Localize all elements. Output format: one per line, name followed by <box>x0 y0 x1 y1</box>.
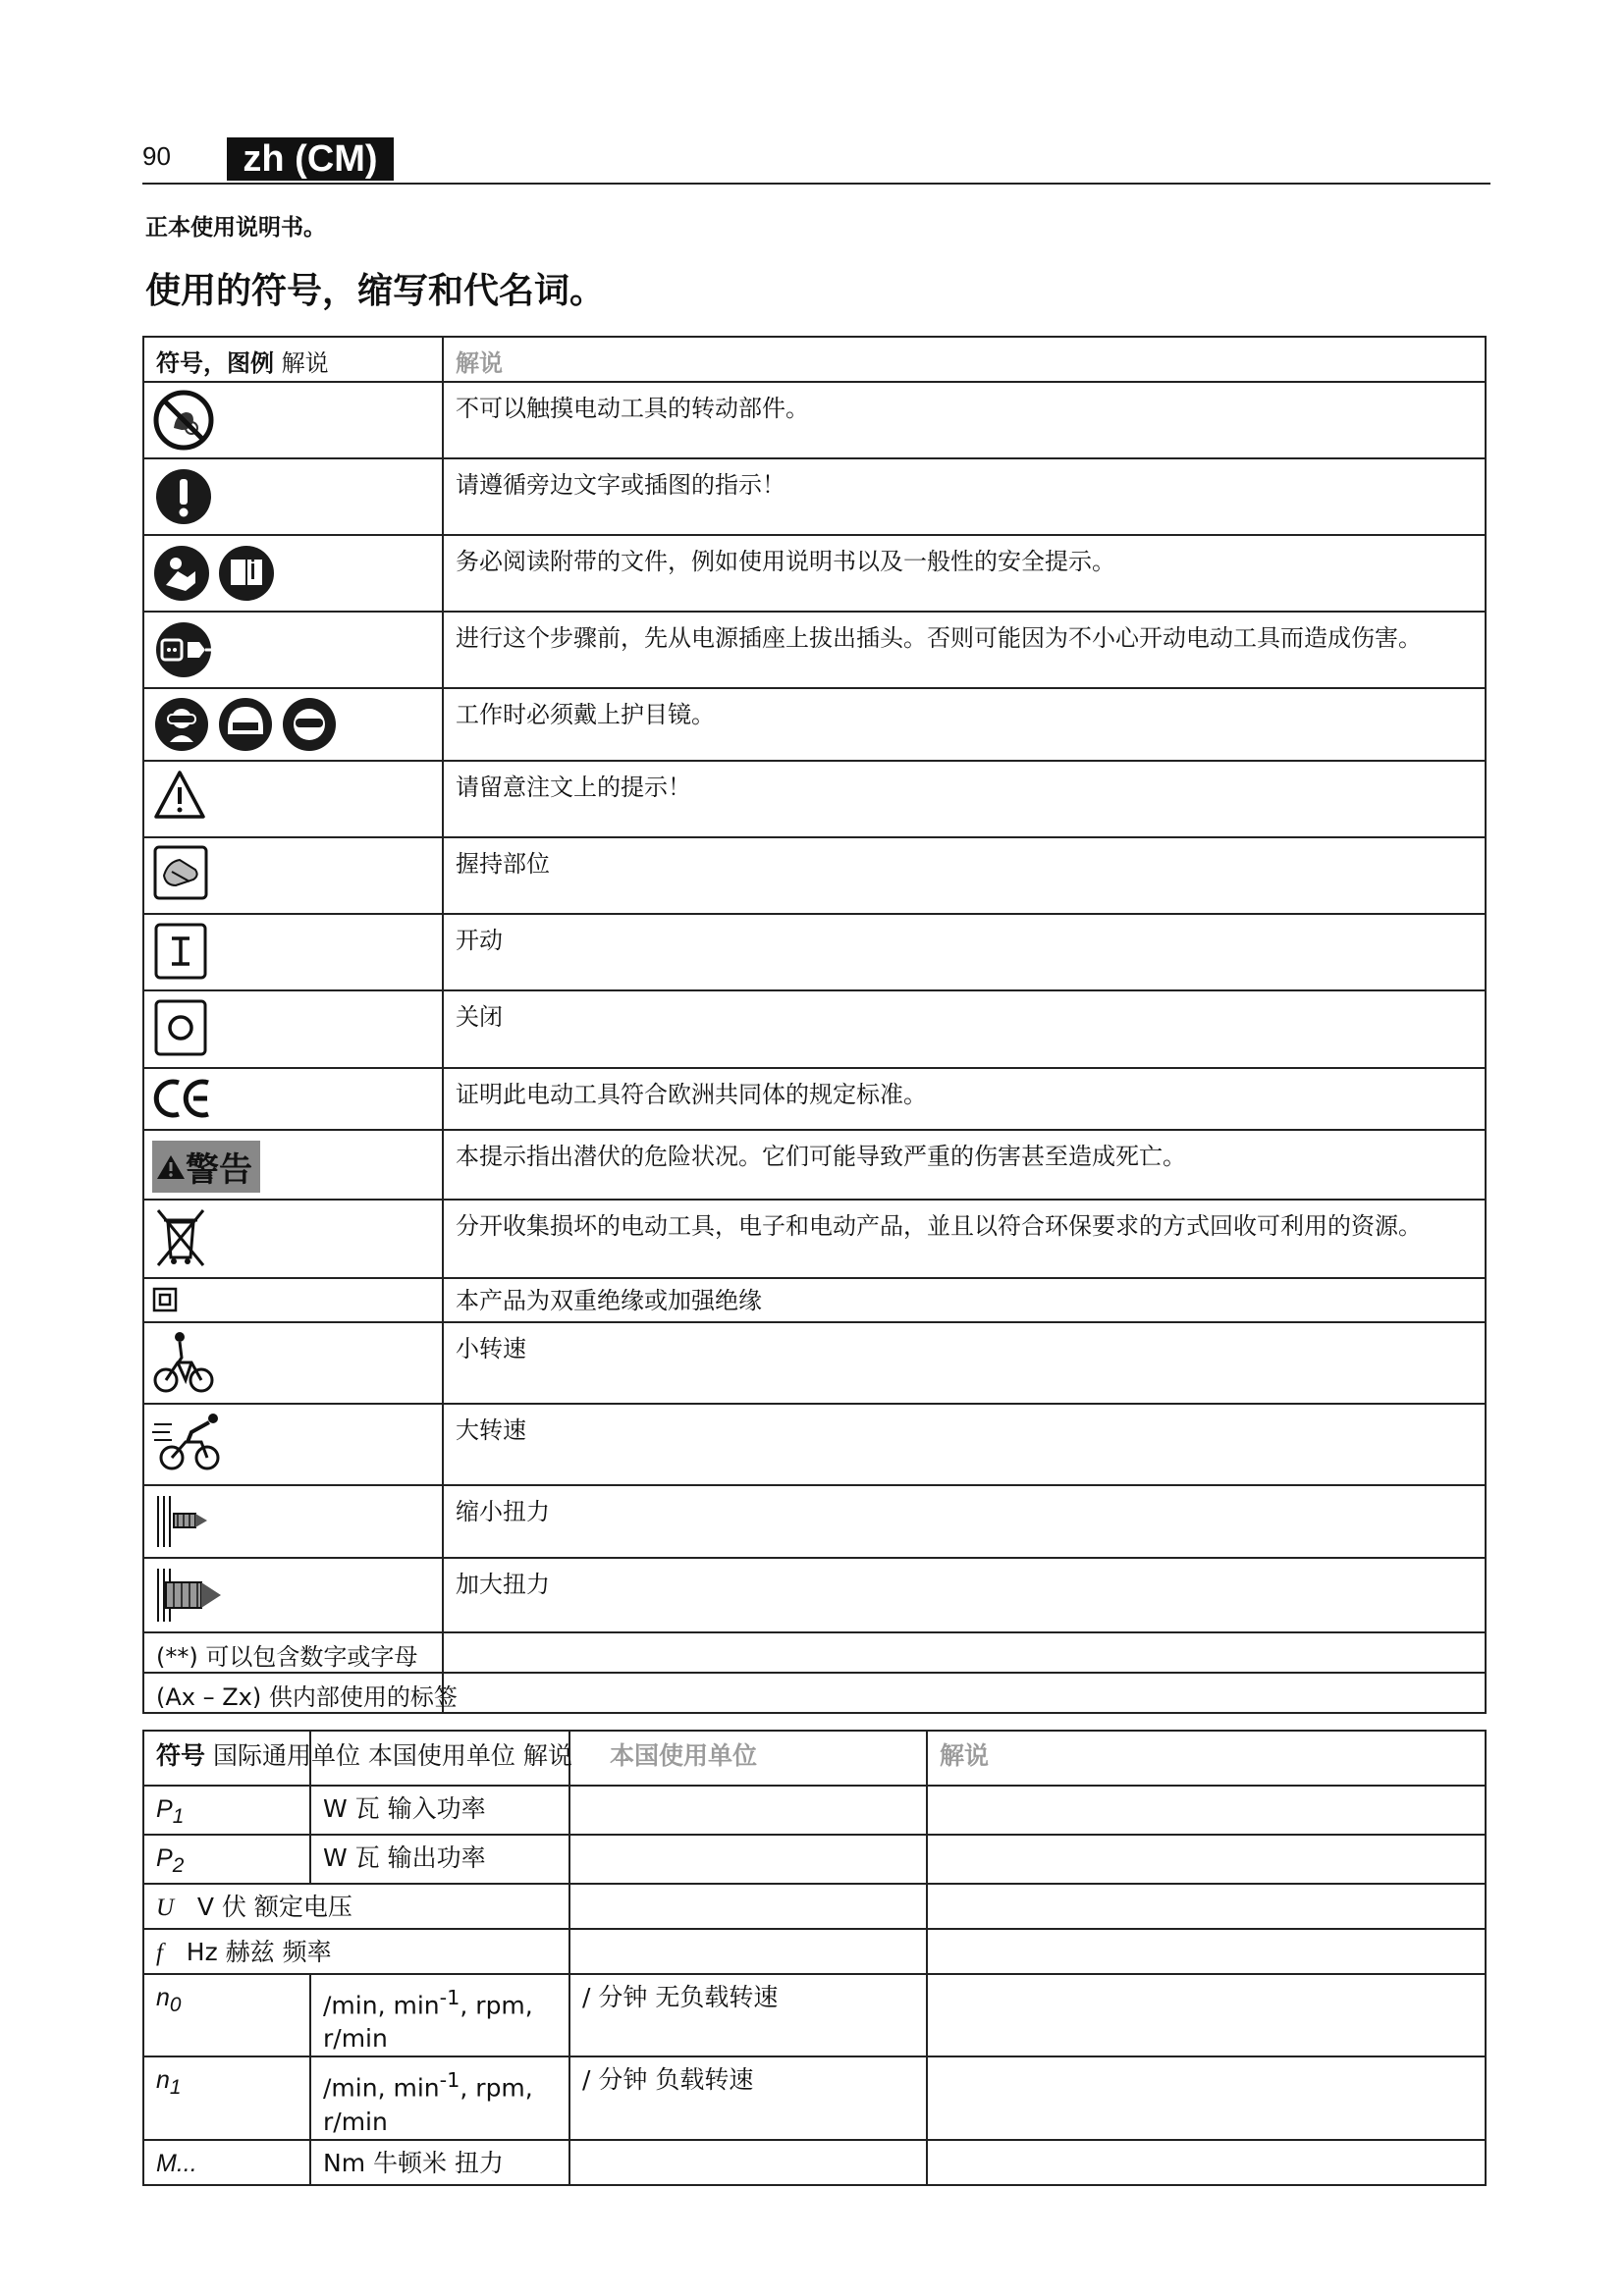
row-text: 小转速 <box>443 1322 1486 1404</box>
unit-value: W 瓦 输入功率 <box>310 1786 569 1835</box>
table-row <box>143 1558 1486 1632</box>
empty-cell <box>569 2140 927 2185</box>
table-row <box>143 1404 1486 1485</box>
table-row <box>143 1130 1486 1200</box>
unit-symbol: $P_2$ <box>143 1835 310 1884</box>
table-row <box>143 990 1486 1068</box>
empty-cell <box>927 1884 1486 1929</box>
table-row <box>143 837 1486 914</box>
empty-cell <box>927 1835 1486 1884</box>
slow-speed-bicycle-icon <box>143 1322 443 1404</box>
table-row <box>143 612 1486 688</box>
switch-off-icon <box>143 990 443 1068</box>
row-text: 本产品为双重绝缘或加强绝缘 <box>443 1278 1486 1322</box>
empty-cell <box>927 2056 1486 2139</box>
empty-cell <box>443 1632 1486 1673</box>
row-text: 请留意注文上的提示！ <box>443 761 1486 837</box>
large-torque-screw-icon <box>143 1558 443 1632</box>
warning-triangle-icon <box>143 761 443 837</box>
row-text: 大转速 <box>443 1404 1486 1485</box>
unit-symbol: $n_1$ <box>143 2056 310 2139</box>
unit-value: /min, $\min^{-1}$, rpm, r/min <box>310 1974 569 2056</box>
symbols-table-header <box>143 337 1486 382</box>
table-row <box>143 1929 1486 1974</box>
no-touch-rotating-parts-icon <box>143 382 443 458</box>
small-torque-screw-icon <box>143 1485 443 1558</box>
explanation-header: 解说 <box>443 337 1486 382</box>
table-row <box>143 2056 1486 2139</box>
row-text: 请遵循旁边文字或插图的指示！ <box>443 458 1486 535</box>
ce-mark-icon <box>143 1068 443 1130</box>
note-1: (**) 可以包含数字或字母 <box>143 1632 443 1673</box>
warning-label-text: 警告 <box>186 1150 252 1190</box>
row-text: 握持部位 <box>443 837 1486 914</box>
fast-speed-bicycle-icon <box>143 1404 443 1485</box>
table-row <box>143 1974 1486 2056</box>
unit-span-cell: f Hz 赫兹 频率 <box>143 1929 569 1974</box>
warning-label-icon <box>143 1130 443 1200</box>
table-row <box>143 1068 1486 1130</box>
unplug-icon <box>143 612 443 688</box>
unit-national: / 分钟 无负载转速 <box>569 1974 927 2056</box>
row-text: 本提示指出潜伏的危险状况。它们可能导致严重的伤害甚至造成死亡。 <box>443 1130 1486 1200</box>
units-table <box>142 1730 1487 2186</box>
table-row <box>143 1200 1486 1278</box>
page-header <box>142 137 1490 185</box>
table-row <box>143 761 1486 837</box>
table-row <box>143 914 1486 990</box>
empty-cell <box>927 1929 1486 1974</box>
table-row <box>143 1835 1486 1884</box>
empty-cell <box>927 1786 1486 1835</box>
unit-value: W 瓦 输出功率 <box>310 1835 569 1884</box>
table-row <box>143 1485 1486 1558</box>
row-text: 进行这个步骤前，先从电源插座上拔出插头。否则可能因为不小心开动电动工具而造成伤害。 <box>443 612 1486 688</box>
page-number: 90 <box>142 141 171 171</box>
mandatory-action-icon <box>143 458 443 535</box>
grip-area-icon <box>143 837 443 914</box>
row-text: 证明此电动工具符合欧洲共同体的规定标准。 <box>443 1068 1486 1130</box>
empty-cell <box>569 1786 927 1835</box>
row-text: 不可以触摸电动工具的转动部件。 <box>443 382 1486 458</box>
row-text: 缩小扭力 <box>443 1485 1486 1558</box>
page-title: 使用的符号，缩写和代名词。 <box>145 271 606 311</box>
table-row <box>143 2140 1486 2185</box>
table-row <box>143 1278 1486 1322</box>
empty-cell <box>927 2140 1486 2185</box>
weee-bin-icon <box>143 1200 443 1278</box>
units-header-col3: 本国使用单位 <box>569 1731 927 1786</box>
subtitle: 正本使用说明书。 <box>145 215 326 240</box>
read-manual-icon <box>143 535 443 612</box>
table-row <box>143 1322 1486 1404</box>
unit-value: Nm 牛顿米 扭力 <box>310 2140 569 2185</box>
empty-cell <box>927 1974 1486 2056</box>
table-row <box>143 1884 1486 1929</box>
row-text: 工作时必须戴上护目镜。 <box>443 688 1486 761</box>
empty-cell <box>443 1673 1486 1713</box>
units-table-header <box>143 1731 1486 1786</box>
unit-national: / 分钟 负载转速 <box>569 2056 927 2139</box>
unit-symbol: $n_0$ <box>143 1974 310 2056</box>
symbol-header: 符号，图例 解说 <box>143 337 443 382</box>
symbols-table <box>142 336 1487 1714</box>
unit-symbol: $P_1$ <box>143 1786 310 1835</box>
switch-on-icon <box>143 914 443 990</box>
language-badge: zh (CM) <box>227 137 394 181</box>
table-row <box>143 1673 1486 1713</box>
row-text: 分开收集损坏的电动工具，电子和电动产品，並且以符合环保要求的方式回收可利用的资源。 <box>443 1200 1486 1278</box>
row-text: 务必阅读附带的文件，例如使用说明书以及一般性的安全提示。 <box>443 535 1486 612</box>
table-row <box>143 382 1486 458</box>
units-header-col4: 解说 <box>927 1731 1486 1786</box>
unit-value: /min, $\min^{-1}$, rpm, r/min <box>310 2056 569 2139</box>
row-text: 加大扭力 <box>443 1558 1486 1632</box>
note-2: (Ax – Zx) 供内部使用的标签 <box>143 1673 443 1713</box>
double-insulation-icon <box>143 1278 443 1322</box>
table-row <box>143 1786 1486 1835</box>
empty-cell <box>569 1884 927 1929</box>
table-row <box>143 458 1486 535</box>
table-row <box>143 535 1486 612</box>
empty-cell <box>569 1835 927 1884</box>
unit-symbol: M... <box>143 2140 310 2185</box>
table-row <box>143 688 1486 761</box>
wear-goggles-icon <box>143 688 443 761</box>
row-text: 关闭 <box>443 990 1486 1068</box>
row-text: 开动 <box>443 914 1486 990</box>
units-header: 符号 国际通用单位 本国使用单位 解说 <box>143 1731 310 1786</box>
unit-span-cell: U V 伏 额定电压 <box>143 1884 569 1929</box>
empty-cell <box>569 1929 927 1974</box>
table-row <box>143 1632 1486 1673</box>
